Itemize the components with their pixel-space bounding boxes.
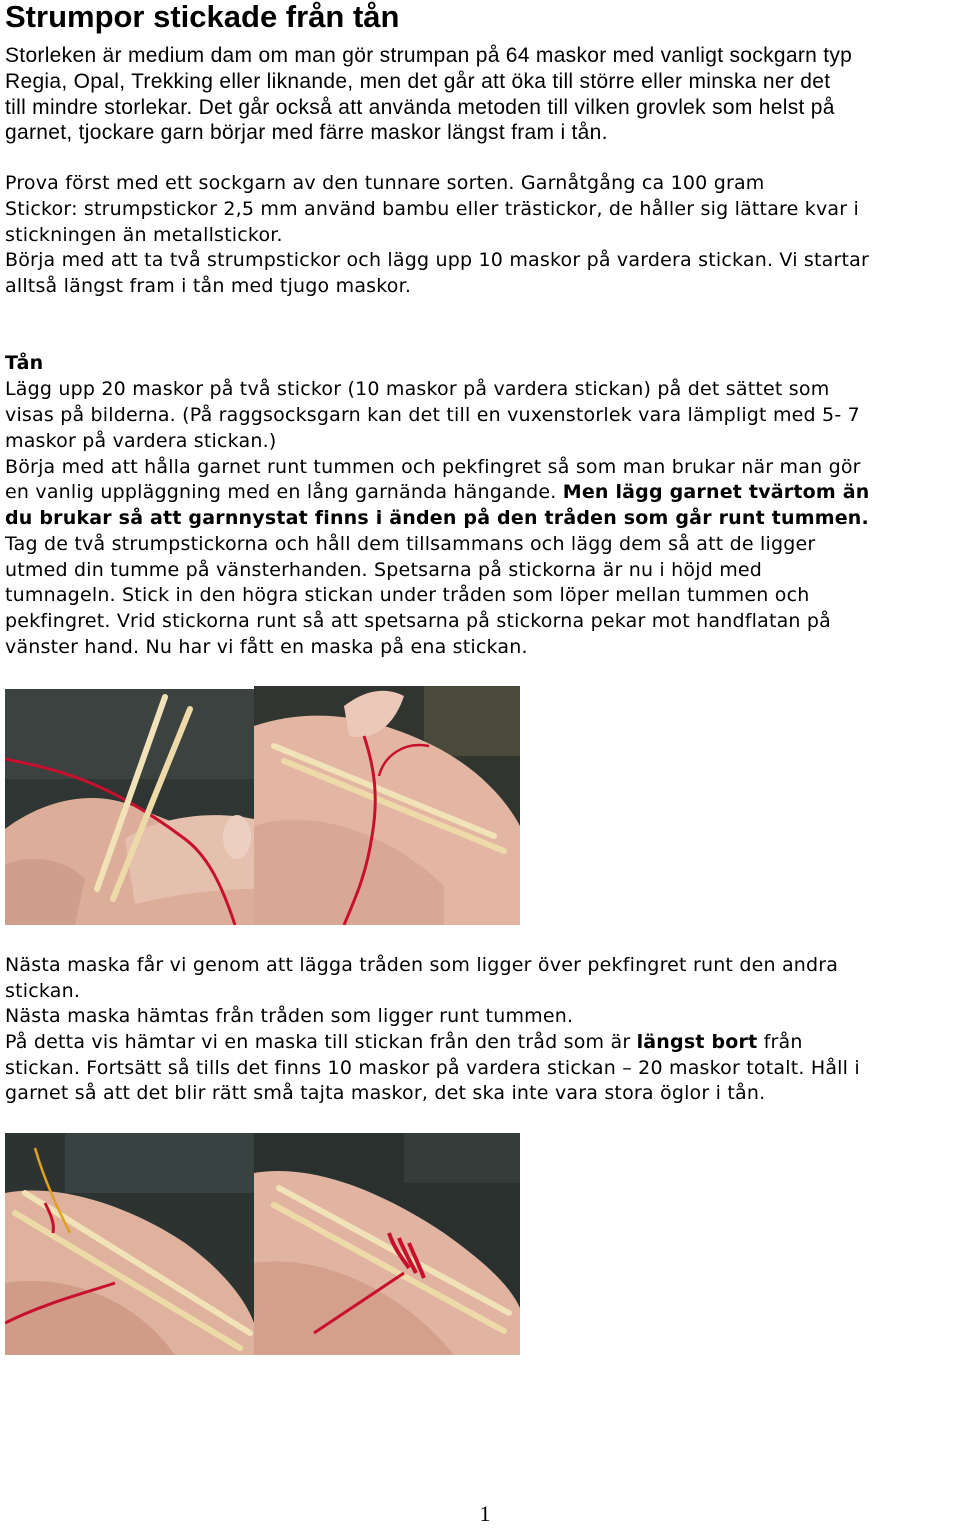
toe-line-4: Börja med att hålla garnet runt tummen och pekfingret så som man brukar när man gör [5,456,861,478]
next-line-6: garnet så att det blir rätt små tajta maskor, det ska inte vara stora öglor i tån. [5,1082,766,1104]
intro-line-4: garnet, tjockare garn börjar med färre maskor längst fram i tån. [5,121,608,145]
toe-line-10: pekfingret. Vrid stickorna runt så att spetsarna på stickorna pekar mot handflatan på [5,610,832,632]
next-line-1: Nästa maska får vi genom att lägga tråden som ligger över pekfingret runt den andra [5,954,839,976]
next-line-4-text: På detta vis hämtar vi en maska till stickan från den tråd som är [5,1031,637,1053]
materials-line-1: Prova först med ett sockgarn av den tunnare sorten. Garnåtgång ca 100 gram [5,172,765,194]
intro-line-1: Storleken är medium dam om man gör strumpan på 64 maskor med vanligt sockgarn typ [5,44,853,67]
next-emphasis: längst bort [636,1031,758,1053]
photo-cast-on-1 [5,689,254,925]
materials-line-5: alltså längst fram i tån med tjugo maskor. [5,275,412,297]
toe-line-11: vänster hand. Nu har vi fått en maska på ena stickan. [5,636,528,658]
next-line-4-end: från [757,1031,803,1053]
next-line-3: Nästa maska hämtas från tråden som ligger runt tummen. [5,1005,574,1027]
toe-line-5 [5,480,960,506]
intro-line-3: till mindre storlekar. Det går också att använda metoden till vilken grovlek som helst på [5,95,835,119]
next-line-2: stickan. [5,980,81,1002]
next-line-5: stickan. Fortsätt så tills det finns 10 maskor på vardera stickan – 20 maskor totalt. Håll i [5,1057,860,1079]
toe-line-8: utmed din tumme på vänsterhanden. Spetsarna på stickorna är nu i höjd med [5,559,763,581]
toe-line-3: maskor på vardera stickan.) [5,430,277,452]
page-number: 1 [479,1501,491,1526]
toe-line-1: Lägg upp 20 maskor på två stickor (10 maskor på vardera stickan) på det sättet som [5,378,830,400]
materials-line-4: Börja med att ta två strumpstickor och lägg upp 10 maskor på vardera stickan. Vi startar [5,249,870,271]
document-title: Strumpor stickade från tån [5,0,400,34]
toe-emphasis-start: Men lägg garnet tvärtom än [562,481,870,503]
toe-line-5-text: en vanlig uppläggning med en lång garnända hängande. [5,481,563,503]
toe-heading: Tån [5,352,44,374]
intro-line-2: Regia, Opal, Trekking eller liknande, men det går att öka till större eller minska ner det [5,69,831,93]
materials-line-3: stickningen än metallstickor. [5,224,283,246]
materials-line-2: Stickor: strumpstickor 2,5 mm använd bambu eller trästickor, de håller sig lättare kvar i [5,198,859,220]
toe-line-7: Tag de två strumpstickorna och håll dem tillsammans och lägg dem så att de ligger [5,533,816,555]
next-line-4 [5,1030,960,1056]
photo-stitches-1 [5,1133,254,1355]
photo-stitches-2 [254,1133,520,1355]
toe-line-9: tumnageln. Stick in den högra stickan under tråden som löper mellan tummen och [5,584,810,606]
toe-line-2: visas på bilderna. (På raggsocksgarn kan det till en vuxenstorlek vara lämpligt med 5- 7 [5,404,860,426]
photo-cast-on-2 [254,686,520,925]
toe-line-6-emphasis: du brukar så att garnnystat finns i änden på den tråden som går runt tummen. [5,507,869,529]
